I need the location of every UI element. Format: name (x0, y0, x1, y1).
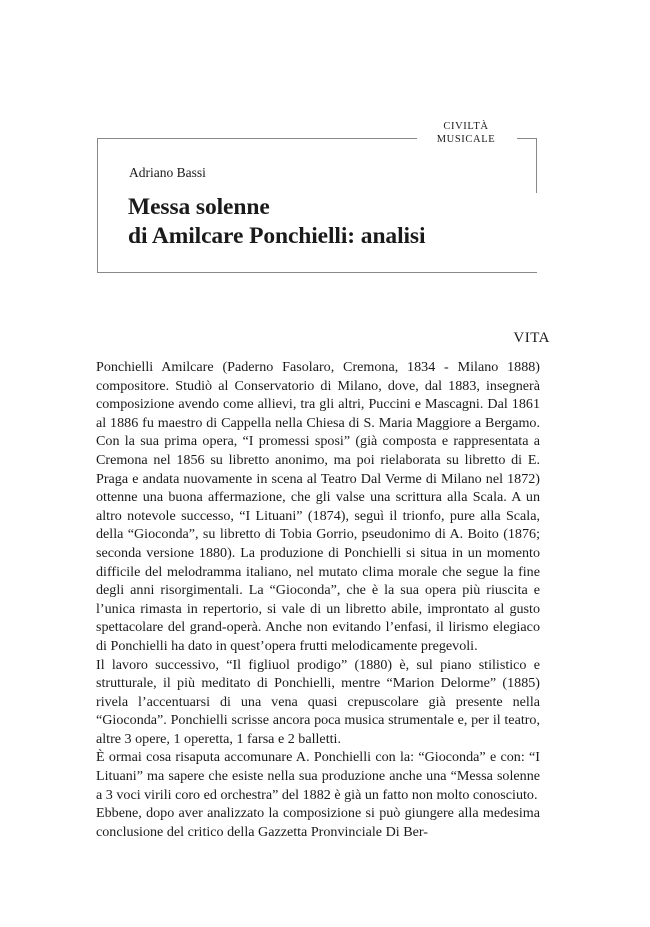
title-box-bottom-rule (97, 272, 537, 273)
journal-name-line2: MUSICALE (436, 134, 496, 145)
article-title: Messa solenne di Amilcare Ponchielli: analisi (128, 194, 426, 249)
section-heading: VITA (513, 330, 550, 346)
article-author: Adriano Bassi (129, 165, 206, 180)
title-box-left-rule (97, 138, 98, 273)
title-box-right-rule (536, 138, 537, 193)
title-box-top-rule (97, 138, 417, 139)
body-text (96, 358, 540, 841)
paragraph: Ponchielli Amilcare (Paderno Fasolaro, Cremona, 1834 - Milano 1888) compositore. Studiò al Conservatorio di Milano, dove, dal 1883, insegnerà composizione avendo come allievi, tra gli altri, Puccini e Mascagni. Dal 1861 al 1886 fu maestro di Cappella nella Chiesa di S. Maria Maggiore a Bergamo. Con la sua prima opera, “I promessi sposi” (già composta e rappresentata a Cremona nel 1856 su libretto anonimo, ma poi rielaborata su libretto di E. Praga e andata nuovamente in scena al Teatro Dal Verme di Milano nel 1872) ottenne una buona affermazione, che gli valse una scrittura alla Scala. A un altro notevole successo, “I Lituani” (1874), seguì il trionfo, pure alla Scala, della “Gioconda”, su libretto di Tobia Gorrio, pseudonimo di A. Boito (1876; seconda versione 1880). La produzione di Ponchielli si situa in un momento difficile del melodramma italiano, nel mutato clima morale che segue la fine degli anni risorgimentali. La “Gioconda”, che è la sua opera più riuscita e l’unica rimasta in repertorio, si vale di un libretto abile, improntato al gusto spettacolare del grand-operà. Anche non evitando l’enfasi, il lirismo elegiaco di Ponchielli ha dato in quest’opera frutti melodicamente pregevoli. (96, 359, 540, 654)
title-box-top-rule-right (517, 138, 537, 139)
paragraph: Il lavoro successivo, “Il figliuol prodigo” (1880) è, sul piano stilistico e strutturale, il più meditato di Ponchielli, mentre “Marion Delorme” (1885) rivela l’accentuarsi di una vena quasi crepuscolare già presente nella “Gioconda”. Ponchielli scrisse ancora poca musica strumentale e, per il teatro, altre 3 opere, 1 operetta, 1 farsa e 2 balletti. (96, 656, 540, 747)
paragraph: Ebbene, dopo aver analizzato la composizione si può giungere alla medesima conclusione del critico della Gazzetta Pronvinciale Di Ber- (96, 805, 540, 840)
paragraph: È ormai cosa risaputa accomunare A. Ponchielli con la: “Gioconda” e con: “I Lituani” ma sapere che esiste nella sua produzione anche una “Messa solenne a 3 voci virili coro ed orchestra” del 1882 è già un fatto non molto conosciuto. (96, 749, 540, 803)
journal-name-line1: CIVILTÀ (443, 121, 489, 132)
